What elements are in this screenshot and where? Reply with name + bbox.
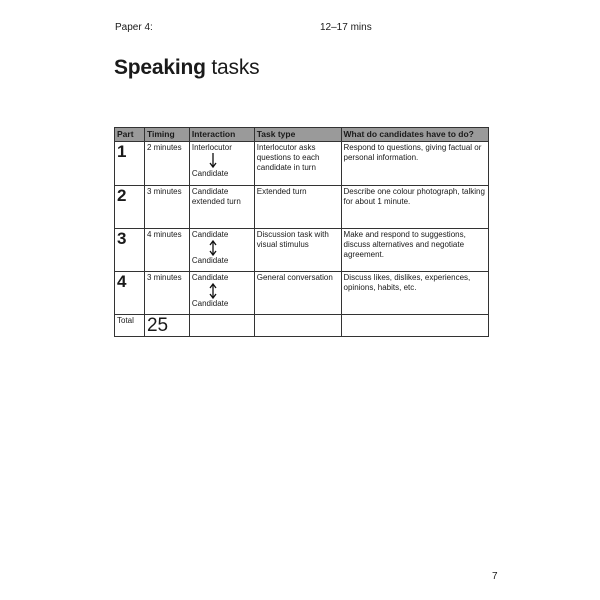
column-header-description: What do candidates have to do? [341,128,488,142]
interaction-cell [189,186,254,229]
description-cell: Discuss likes, dislikes, experiences, opinions, habits, etc. [341,272,488,315]
description-cell: Describe one colour photograph, talking for about 1 minute. [341,186,488,229]
column-header-timing: Timing [144,128,189,142]
table-row [115,272,489,315]
task-type-cell: Discussion task with visual stimulus [254,229,341,272]
interaction-top: Candidate [191,230,229,239]
interaction-bottom: Candidate [191,299,229,308]
empty-cell [189,315,254,337]
empty-cell [254,315,341,337]
interaction-cell [189,142,254,186]
task-type-cell: Interlocutor asks questions to each candidate in turn [254,142,341,186]
interaction-top: Candidate [191,273,229,282]
timing-cell: 3 minutes [144,186,189,229]
task-type-cell: General conversation [254,272,341,315]
table-row [115,186,489,229]
table-row [115,142,489,186]
interaction-cell [189,272,254,315]
empty-cell [341,315,488,337]
arrow-down-icon [208,153,218,169]
interaction-bottom: Candidate [191,256,229,265]
interaction-cell [189,229,254,272]
timing-cell: 4 minutes [144,229,189,272]
interaction-top: Interlocutor [191,143,232,152]
page-number: 7 [492,571,498,582]
description-cell: Make and respond to suggestions, discuss alternatives and negotiate agreement. [341,229,488,272]
page-title [114,56,259,80]
page-title-bold: Speaking [114,56,206,79]
speaking-tasks-table [114,127,489,337]
total-value: 25 [144,315,189,337]
interaction-bottom: Candidate [191,169,229,178]
column-header-task-type: Task type [254,128,341,142]
column-header-part: Part [115,128,145,142]
table-header-row [115,128,489,142]
header-paper-label: Paper 4: [115,22,153,33]
table-row [115,229,489,272]
header-duration: 12–17 mins [320,22,372,33]
part-number: 3 [115,229,145,272]
total-label: Total [115,315,145,337]
column-header-interaction: Interaction [189,128,254,142]
arrow-up-down-icon [208,283,218,299]
timing-cell: 3 minutes [144,272,189,315]
task-type-cell: Extended turn [254,186,341,229]
description-cell: Respond to questions, giving factual or personal information. [341,142,488,186]
interaction-top: Candidate extended turn [191,187,241,206]
total-row [115,315,489,337]
part-number: 1 [115,142,145,186]
timing-cell: 2 minutes [144,142,189,186]
page-title-rest: tasks [205,56,260,79]
part-number: 2 [115,186,145,229]
part-number: 4 [115,272,145,315]
arrow-up-down-icon [208,240,218,256]
